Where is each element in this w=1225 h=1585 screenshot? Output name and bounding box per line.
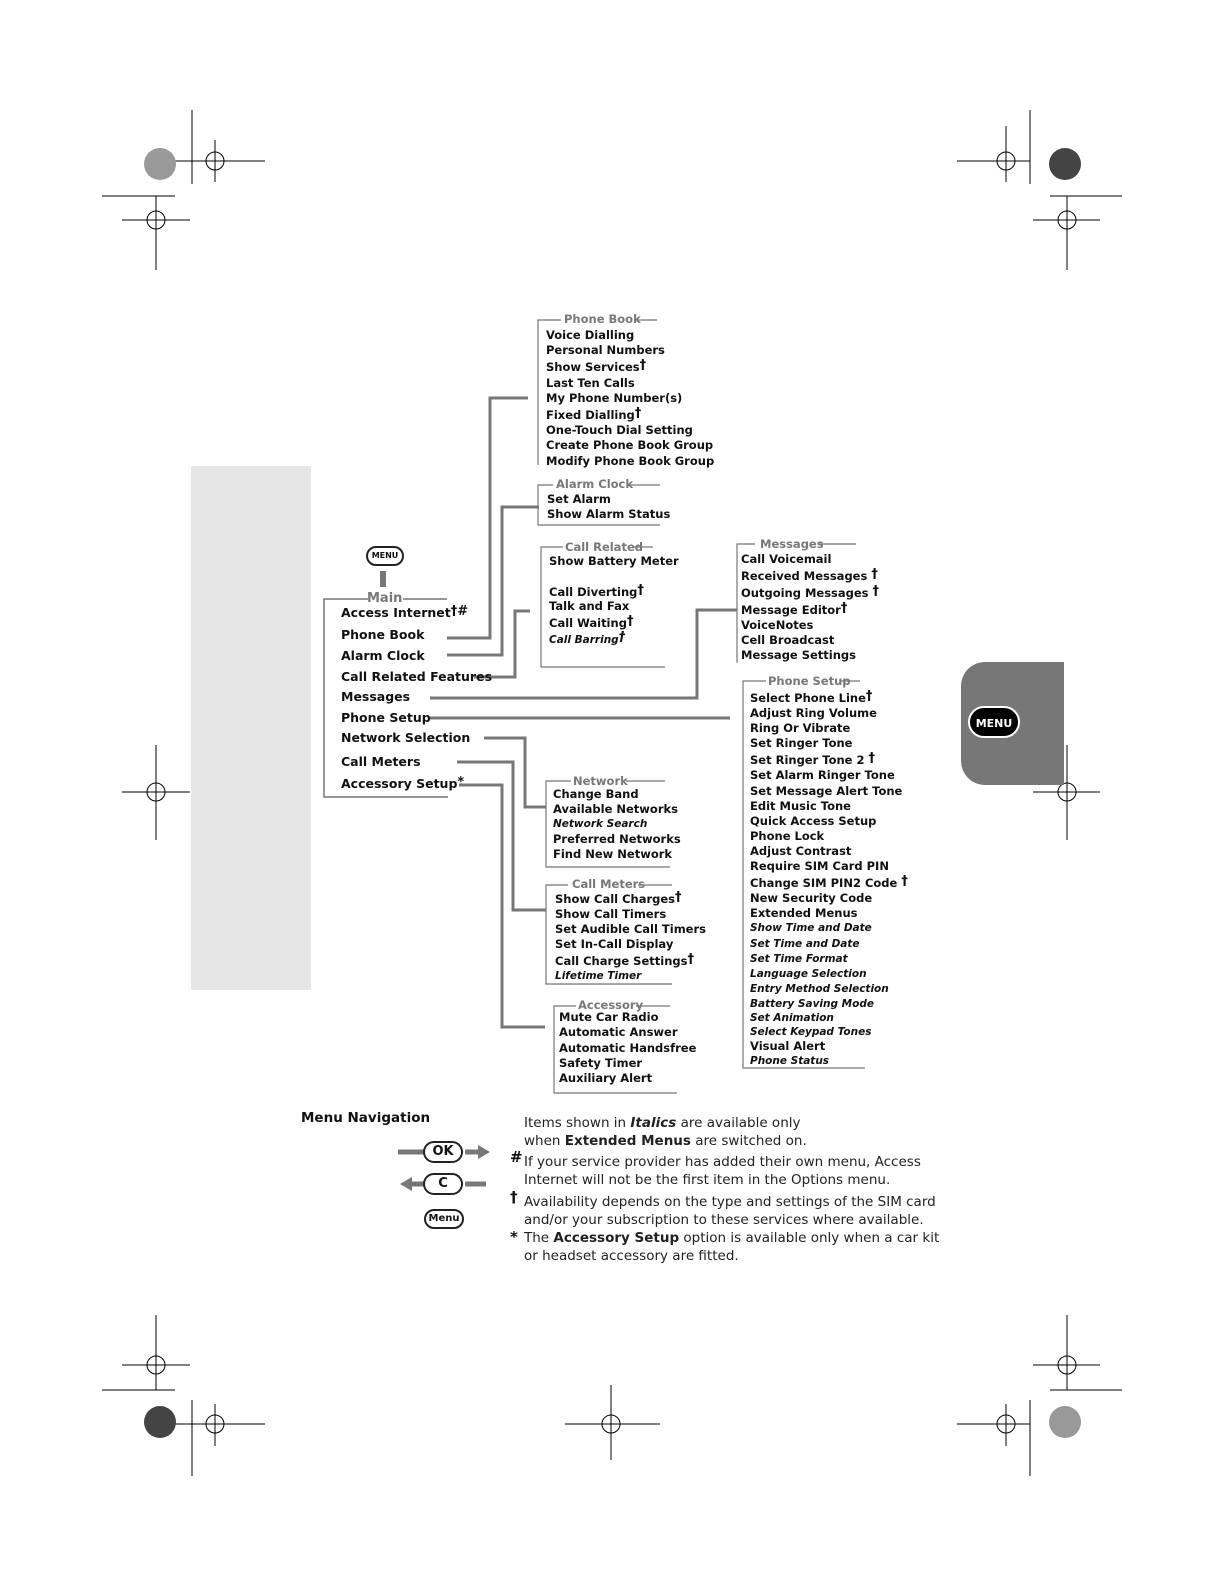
list-item[interactable]: Call Barring† — [549, 630, 626, 646]
list-item[interactable]: Available Networks — [553, 802, 678, 817]
main-title: Main — [367, 591, 403, 606]
list-item[interactable]: Last Ten Calls — [546, 375, 635, 390]
list-item[interactable]: Call Charge Settings† — [555, 952, 694, 969]
network-title: Network — [573, 774, 628, 788]
list-item[interactable]: Fixed Dialling† — [546, 406, 642, 423]
list-item[interactable]: Set Alarm Ringer Tone — [750, 768, 895, 783]
note-star-symbol: * — [510, 1228, 518, 1246]
phone-setup-list — [750, 689, 908, 1069]
main-item-accessory-setup[interactable]: Accessory Setup* — [341, 775, 465, 791]
list-item[interactable]: Call Diverting† — [549, 583, 644, 599]
list-item[interactable]: Voice Dialling — [546, 328, 635, 342]
list-item[interactable]: Modify Phone Book Group — [546, 453, 715, 468]
list-item[interactable]: Show Time and Date — [750, 922, 872, 935]
note-dagger-line1: Availability depends on the type and settings of the SIM card — [524, 1194, 936, 1210]
list-item[interactable]: Call Voicemail — [741, 552, 832, 566]
call-meters-list — [555, 890, 706, 985]
list-item[interactable]: Personal Numbers — [546, 343, 665, 358]
main-item-network-selection[interactable]: Network Selection — [341, 730, 471, 745]
note-dagger-line2: and/or your subscription to these services where available. — [524, 1212, 924, 1228]
note-star-line2: or headset accessory are fitted. — [524, 1248, 739, 1264]
list-item[interactable]: Change Band — [553, 787, 639, 801]
list-item[interactable]: Cell Broadcast — [741, 633, 835, 647]
list-item[interactable]: Show Call Charges† — [555, 890, 682, 906]
list-item[interactable]: Adjust Contrast — [750, 843, 852, 858]
main-item-messages[interactable]: Messages — [341, 689, 411, 704]
main-item-alarm-clock[interactable]: Alarm Clock — [341, 648, 425, 663]
list-item[interactable]: Set Alarm — [547, 492, 611, 506]
main-item-call-meters[interactable]: Call Meters — [341, 754, 421, 769]
list-item[interactable]: New Security Code — [750, 891, 873, 906]
call-related-list — [549, 554, 679, 654]
list-item[interactable]: Change SIM PIN2 Code † — [750, 874, 908, 891]
list-item[interactable]: Auxiliary Alert — [559, 1071, 653, 1086]
list-item[interactable]: Show Call Timers — [555, 907, 667, 922]
alarm-clock-list — [547, 492, 670, 522]
ok-key-icon: OK — [423, 1141, 463, 1163]
list-item[interactable]: Automatic Answer — [559, 1025, 678, 1040]
list-item[interactable]: Ring Or Vibrate — [750, 721, 851, 736]
accessory-list — [559, 1010, 696, 1086]
list-item[interactable]: Received Messages † — [741, 567, 878, 583]
list-item[interactable]: Extended Menus — [750, 906, 858, 921]
accessory-title: Accessory — [578, 998, 644, 1012]
list-item[interactable]: Message Editor† — [741, 601, 848, 617]
note-dagger-symbol: † — [510, 1188, 518, 1206]
list-item[interactable]: Create Phone Book Group — [546, 438, 714, 453]
messages-list — [741, 552, 879, 663]
list-item[interactable]: Visual Alert — [750, 1038, 826, 1053]
list-item[interactable]: Preferred Networks — [553, 832, 681, 847]
list-item[interactable]: Set Animation — [750, 1011, 834, 1024]
menu-tab-icon: MENU — [968, 706, 1020, 738]
alarm-clock-title: Alarm Clock — [556, 477, 634, 491]
menu-side-tab — [961, 662, 1064, 785]
list-item[interactable]: Edit Music Tone — [750, 798, 851, 813]
list-item[interactable]: Battery Saving Mode — [750, 997, 874, 1010]
list-item[interactable]: Outgoing Messages † — [741, 584, 880, 600]
phone-book-title: Phone Book — [564, 312, 641, 326]
network-list — [553, 787, 681, 862]
list-item[interactable]: Automatic Handsfree — [559, 1040, 697, 1055]
list-item[interactable]: Adjust Ring Volume — [750, 706, 877, 721]
messages-title: Messages — [760, 537, 824, 551]
list-item[interactable]: Phone Status — [750, 1055, 830, 1068]
list-item[interactable]: Set Time Format — [750, 952, 848, 965]
note-italics-line1: Items shown in Italics are available only — [524, 1115, 801, 1131]
list-item[interactable]: Set Message Alert Tone — [750, 783, 903, 798]
list-item[interactable]: Set In-Call Display — [555, 937, 674, 952]
main-item-access-internet[interactable]: Access Internet†# — [341, 604, 469, 620]
note-hash-line2: Internet will not be the first item in the Options menu. — [524, 1172, 891, 1188]
note-hash-symbol: # — [510, 1148, 523, 1166]
list-item[interactable]: Select Keypad Tones — [750, 1025, 872, 1038]
menu-key-small-icon: Menu — [424, 1209, 464, 1229]
note-star-line1: The Accessory Setup option is available only when a car kit — [524, 1230, 940, 1246]
list-item[interactable]: Quick Access Setup — [750, 813, 877, 828]
list-item[interactable]: Call Waiting† — [549, 614, 634, 630]
menu-key-icon: MENU — [366, 546, 404, 566]
list-item[interactable]: Message Settings — [741, 648, 857, 662]
list-item[interactable]: Lifetime Timer — [555, 970, 642, 983]
list-item[interactable]: Select Phone Line† — [750, 689, 873, 705]
list-item[interactable]: One-Touch Dial Setting — [546, 423, 693, 438]
call-related-title: Call Related — [565, 540, 643, 554]
list-item[interactable]: Mute Car Radio — [559, 1010, 659, 1024]
list-item[interactable]: Show Battery Meter — [549, 554, 679, 568]
list-item[interactable]: Entry Method Selection — [750, 982, 889, 995]
list-item[interactable]: Set Ringer Tone 2 † — [750, 751, 875, 768]
menu-navigation-title: Menu Navigation — [301, 1110, 431, 1126]
list-item[interactable]: Find New Network — [553, 847, 673, 862]
list-item[interactable]: Set Time and Date — [750, 937, 860, 950]
c-key-icon: C — [423, 1173, 463, 1195]
list-item[interactable]: Talk and Fax — [549, 599, 630, 613]
phone-setup-title: Phone Setup — [768, 674, 851, 688]
list-item[interactable]: Safety Timer — [559, 1055, 643, 1070]
main-item-call-related[interactable]: Call Related Features — [341, 669, 493, 684]
list-item[interactable]: VoiceNotes — [741, 618, 814, 632]
list-item[interactable]: Set Ringer Tone — [750, 736, 853, 751]
call-meters-title: Call Meters — [572, 877, 646, 891]
main-item-phone-book[interactable]: Phone Book — [341, 627, 425, 642]
list-item[interactable]: Language Selection — [750, 967, 867, 980]
note-hash-line1: If your service provider has added their own menu, Access — [524, 1154, 921, 1170]
phone-book-list — [546, 328, 714, 469]
main-item-phone-setup[interactable]: Phone Setup — [341, 710, 431, 725]
list-item[interactable]: Show Alarm Status — [547, 507, 671, 521]
list-item[interactable]: Network Search — [553, 818, 648, 831]
list-item[interactable]: My Phone Number(s) — [546, 390, 683, 405]
note-italics-line2: when Extended Menus are switched on. — [524, 1133, 807, 1149]
list-item[interactable]: Phone Lock — [750, 828, 825, 843]
list-item[interactable]: Set Audible Call Timers — [555, 922, 706, 937]
list-item[interactable]: Require SIM Card PIN — [750, 859, 889, 874]
list-item[interactable]: Show Services† — [546, 358, 647, 375]
